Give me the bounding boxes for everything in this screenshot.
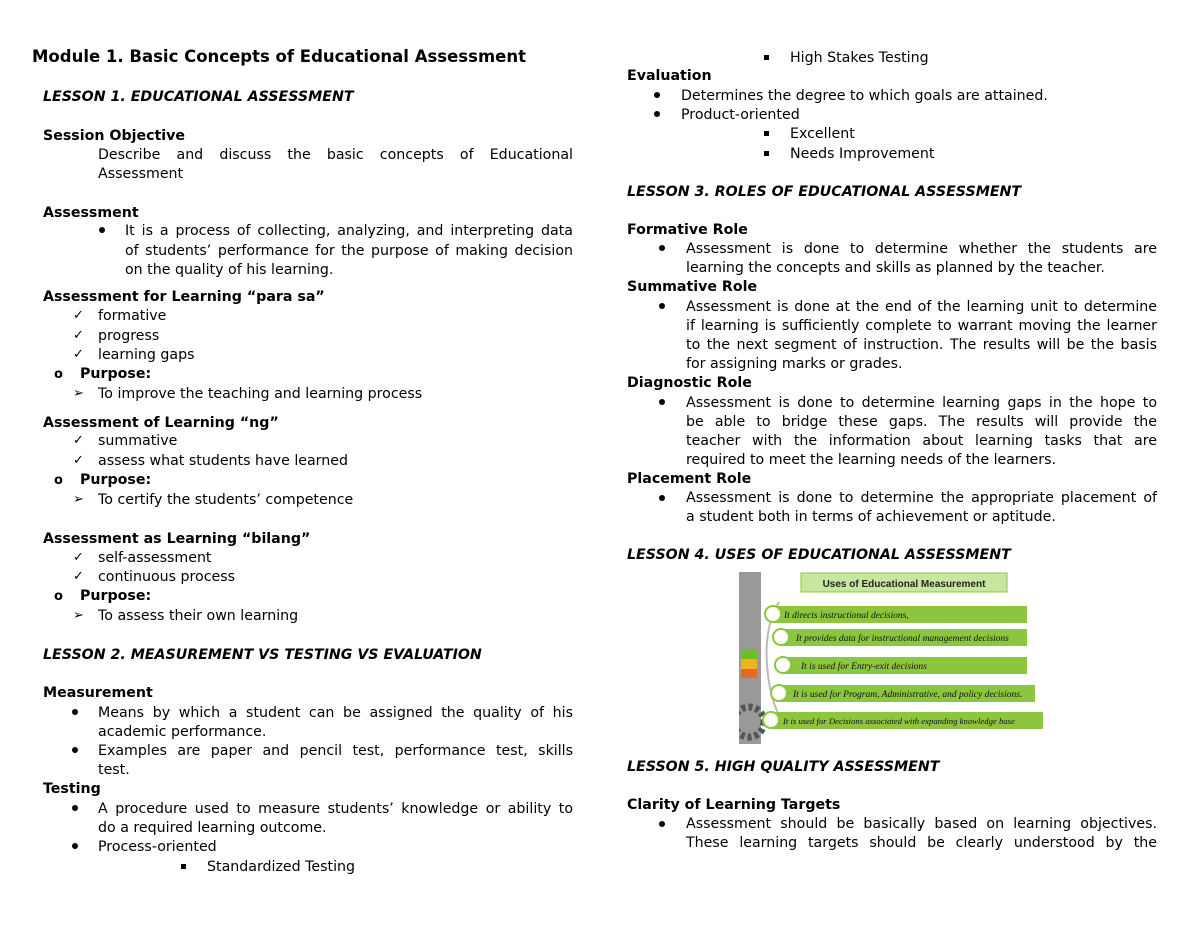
session-objective-text: Assessment: [98, 166, 184, 182]
session-objective-label: Session Objective: [43, 128, 186, 144]
lesson2-heading: LESSON 2. MEASUREMENT VS TESTING VS EVALUATION: [43, 647, 482, 663]
purpose-label: Purpose:: [80, 588, 152, 604]
measurement-text: Means by which a student can be assigned the quality of his: [98, 705, 573, 721]
placement-role-label: Placement Role: [627, 471, 752, 487]
check-icon: ✓: [73, 308, 84, 323]
testing-text: A procedure used to measure students’ knowledge or ability to: [98, 801, 573, 817]
purpose-text: To certify the students’ competence: [98, 492, 354, 508]
as-learning-label: Assessment as Learning “bilang”: [43, 531, 311, 547]
evaluation-text: Product-oriented: [681, 107, 800, 123]
figure-item-circle: [773, 629, 789, 645]
measurement-label: Measurement: [43, 685, 153, 701]
summative-role-text: Assessment is done at the end of the learning unit to determine: [686, 299, 1157, 315]
figure-item-circle: [775, 657, 791, 673]
lesson5-heading: LESSON 5. HIGH QUALITY ASSESSMENT: [627, 759, 940, 775]
list-item: self-assessment: [98, 550, 212, 566]
evaluation-label: Evaluation: [627, 68, 712, 84]
testing-text: Process-oriented: [98, 839, 217, 855]
for-learning-label: Assessment for Learning “para sa”: [43, 289, 325, 305]
of-learning-label: Assessment of Learning “ng”: [43, 415, 279, 431]
check-icon: ✓: [73, 347, 84, 362]
figure-color-chip: [741, 659, 757, 669]
measurement-text: academic performance.: [98, 724, 267, 740]
diagnostic-role-text: be able to bridge these gaps. The results will provide the: [686, 414, 1157, 430]
figure-item-text: It is used for Program, Administrative, and policy decisions.: [793, 690, 1023, 700]
lesson1-heading: LESSON 1. EDUCATIONAL ASSESSMENT: [43, 89, 354, 105]
placement-role-text: Assessment is done to determine the appropriate placement of: [686, 490, 1157, 506]
bullet-icon: [654, 111, 660, 117]
measurement-text: Examples are paper and pencil test, performance test, skills: [98, 743, 573, 759]
uses-figure: [739, 572, 1047, 744]
purpose-label: Purpose:: [80, 472, 152, 488]
figure-item-text: It is used for Decisions associated with expanding knowledge base: [783, 716, 1015, 726]
lesson3-heading: LESSON 3. ROLES OF EDUCATIONAL ASSESSMENT: [627, 184, 1022, 200]
figure-item-circle: [763, 712, 779, 728]
list-item: assess what students have learned: [98, 453, 348, 469]
check-icon: ✓: [73, 550, 84, 565]
formative-role-text: Assessment is done to determine whether the students are: [686, 241, 1157, 257]
circle-bullet-icon: o: [54, 367, 63, 382]
list-item: summative: [98, 433, 178, 449]
list-item: progress: [98, 328, 160, 344]
figure-item-text: It provides data for instructional management decisions: [796, 634, 1009, 644]
figure-item-text: It is used for Entry-exit decisions: [801, 662, 927, 672]
arrow-bullet-icon: ➢: [73, 492, 84, 507]
figure-title: Uses of Educational Measurement: [822, 579, 986, 590]
bullet-icon: [72, 805, 78, 811]
bullet-icon: [659, 399, 665, 405]
purpose-text: To assess their own learning: [98, 608, 299, 624]
figure-item-circle: [765, 606, 781, 622]
figure-color-chip: [741, 669, 757, 678]
testing-text: do a required learning outcome.: [98, 820, 327, 836]
formative-role-text: learning the concepts and skills as planned by the teacher.: [686, 260, 1105, 276]
session-objective-text: Describe and discuss the basic concepts of Educational: [98, 147, 573, 163]
figure-item-text: It directs instructional decisions,: [784, 611, 909, 621]
check-icon: ✓: [73, 433, 84, 448]
bullet-icon: [659, 821, 665, 827]
bullet-icon: [99, 227, 105, 233]
testing-subitem: High Stakes Testing: [790, 50, 929, 66]
summative-role-text: for assigning marks or grades.: [686, 356, 903, 372]
purpose-label: Purpose:: [80, 366, 152, 382]
check-icon: ✓: [73, 328, 84, 343]
testing-label: Testing: [43, 781, 101, 797]
purpose-text: To improve the teaching and learning process: [98, 386, 423, 402]
list-item: learning gaps: [98, 347, 195, 363]
arrow-bullet-icon: ➢: [73, 608, 84, 623]
clarity-label: Clarity of Learning Targets: [627, 797, 841, 813]
assessment-definition: on the quality of his learning.: [125, 262, 334, 278]
summative-role-label: Summative Role: [627, 279, 758, 295]
diagnostic-role-text: teacher with the information about learning tasks that are: [686, 433, 1157, 449]
check-icon: ✓: [73, 569, 84, 584]
module-title: Module 1. Basic Concepts of Educational Assessment: [32, 47, 526, 66]
figure-color-chip: [741, 650, 757, 659]
assessment-definition: of students’ performance for the purpose of making decision: [125, 243, 573, 259]
assessment-definition: It is a process of collecting, analyzing, and interpreting data: [125, 223, 573, 239]
arrow-bullet-icon: ➢: [73, 386, 84, 401]
square-bullet-icon: [764, 55, 769, 60]
bullet-icon: [659, 245, 665, 251]
summative-role-text: to the next segment of instruction. The results will be the basis: [686, 337, 1157, 353]
diagnostic-role-label: Diagnostic Role: [627, 375, 752, 391]
bullet-icon: [659, 495, 665, 501]
testing-subitem: Standardized Testing: [207, 859, 356, 875]
evaluation-subitem: Excellent: [790, 126, 855, 142]
square-bullet-icon: [764, 131, 769, 136]
bullet-icon: [72, 747, 78, 753]
circle-bullet-icon: o: [54, 589, 63, 604]
diagnostic-role-text: Assessment is done to determine learning gaps in the hope to: [686, 395, 1157, 411]
formative-role-label: Formative Role: [627, 222, 748, 238]
list-item: formative: [98, 308, 167, 324]
bullet-icon: [72, 709, 78, 715]
clarity-text: These learning targets should be clearly understood by the: [686, 835, 1157, 851]
list-item: continuous process: [98, 569, 236, 585]
bullet-icon: [659, 303, 665, 309]
bullet-icon: [72, 843, 78, 849]
summative-role-text: if learning is sufficiently complete to warrant moving the learner: [686, 318, 1157, 334]
measurement-text: test.: [98, 762, 130, 778]
lesson4-heading: LESSON 4. USES OF EDUCATIONAL ASSESSMENT: [627, 547, 1011, 563]
uses-figure-svg: [739, 572, 1047, 744]
check-icon: ✓: [73, 453, 84, 468]
circle-bullet-icon: o: [54, 473, 63, 488]
bullet-icon: [654, 92, 660, 98]
clarity-text: Assessment should be basically based on learning objectives.: [686, 816, 1157, 832]
diagnostic-role-text: required to meet the learning needs of the learners.: [686, 452, 1056, 468]
evaluation-text: Determines the degree to which goals are attained.: [681, 88, 1048, 104]
evaluation-subitem: Needs Improvement: [790, 146, 935, 162]
square-bullet-icon: [181, 864, 186, 869]
figure-item-circle: [771, 685, 787, 701]
assessment-label: Assessment: [43, 205, 139, 221]
placement-role-text: a student both in terms of achievement or aptitude.: [686, 509, 1056, 525]
square-bullet-icon: [764, 151, 769, 156]
